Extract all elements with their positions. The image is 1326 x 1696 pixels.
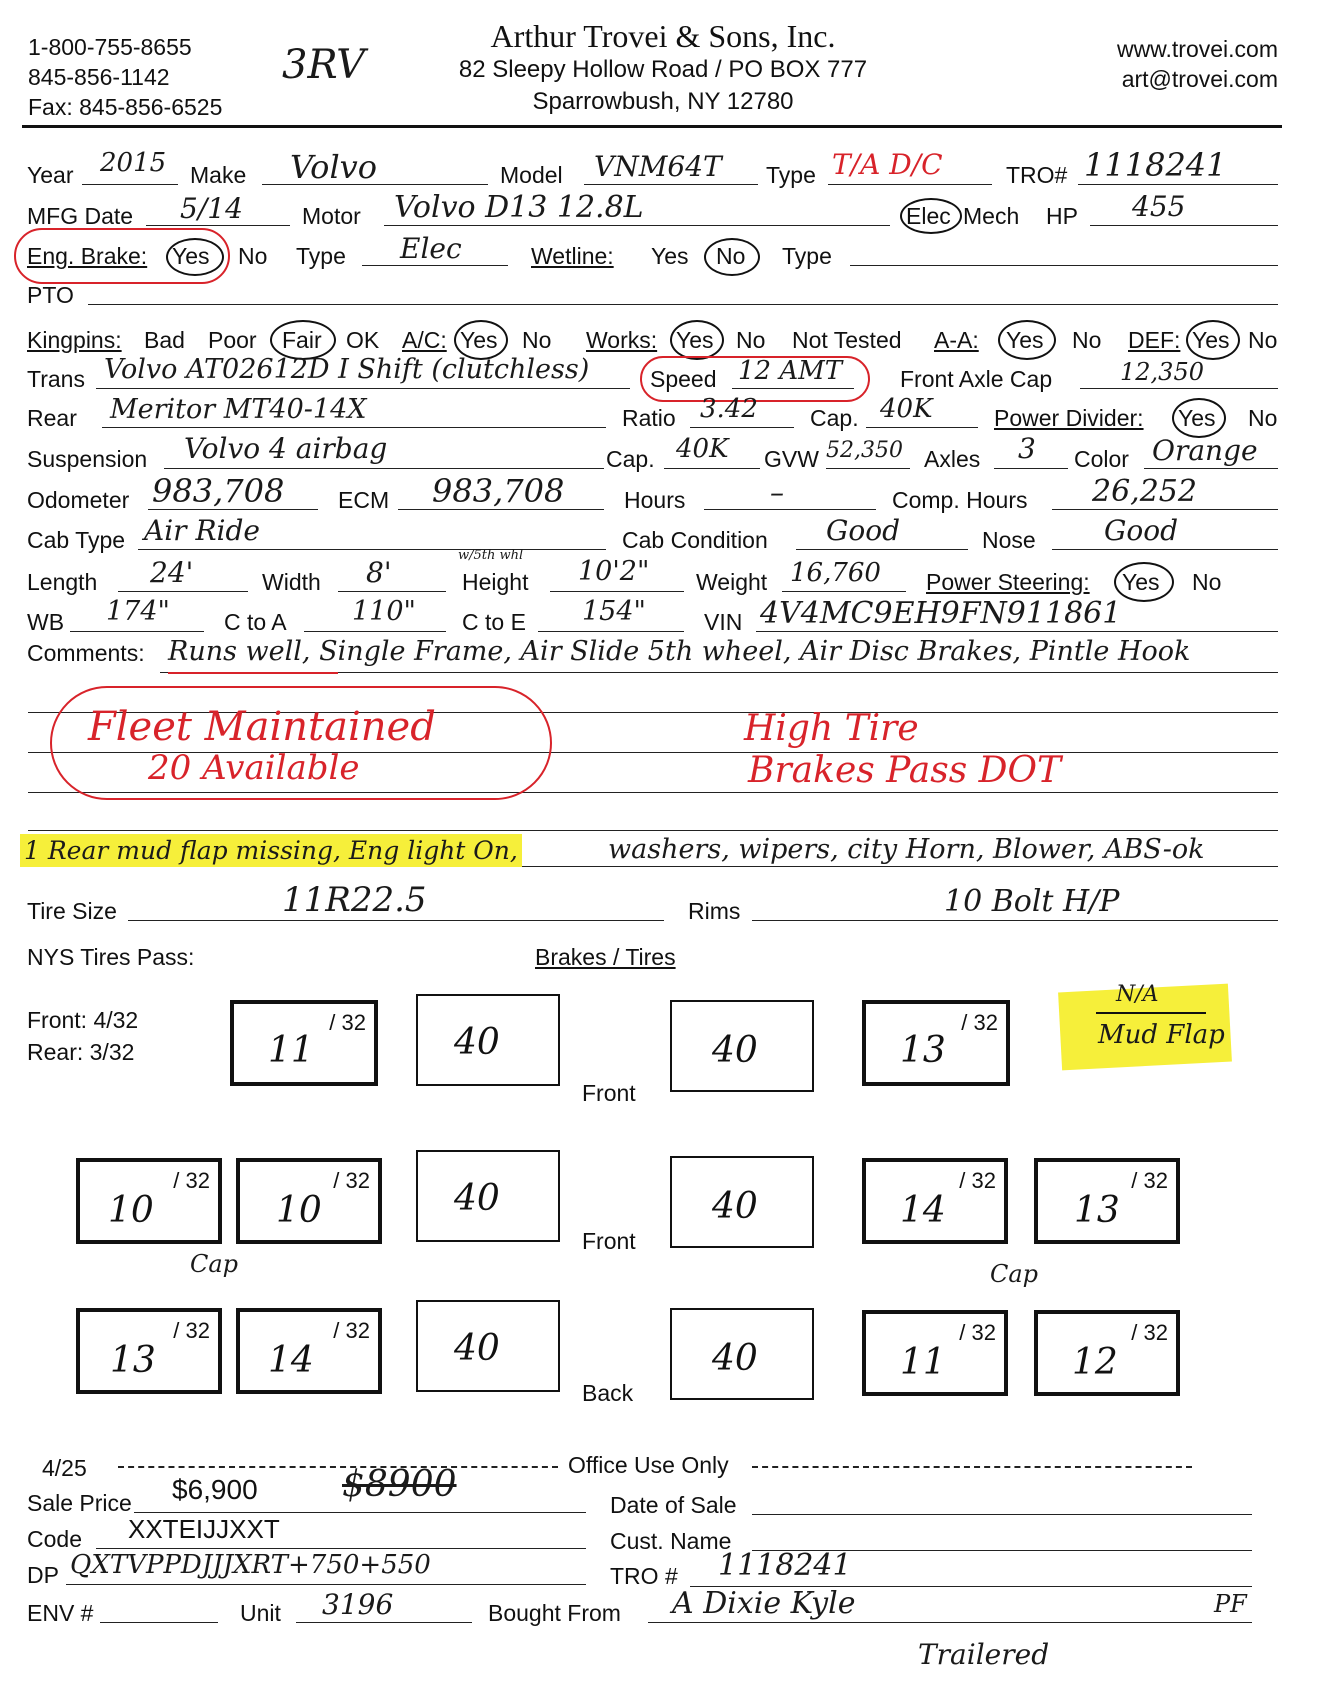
- brake-value: 40: [454, 1178, 500, 1219]
- office-use-label: Office Use Only: [568, 1452, 729, 1478]
- tire-front-right: [862, 1000, 1010, 1086]
- tire-size-line: [128, 920, 664, 921]
- sale-price-line: [134, 1512, 586, 1513]
- cust-name-label: Cust. Name: [610, 1528, 732, 1554]
- wb-value: 174": [106, 596, 170, 627]
- tire-value: 13: [110, 1340, 156, 1381]
- brake-value: 40: [712, 1338, 758, 1379]
- rims-value: 10 Bolt H/P: [944, 884, 1120, 919]
- aa-no: No: [1072, 327, 1102, 353]
- tire-fraction: / 32: [173, 1318, 210, 1343]
- address-line-1: 82 Sleepy Hollow Road / PO BOX 777: [458, 56, 868, 83]
- power-steering-yes: Yes: [1122, 569, 1160, 595]
- code-value: XXTEIJJXXT: [128, 1514, 280, 1544]
- hours-label: Hours: [624, 487, 686, 513]
- susp-cap-line: [664, 468, 760, 469]
- kingpins-bad: Bad: [144, 327, 185, 353]
- speed-line: [732, 388, 854, 389]
- comp-hours-value: 26,252: [1092, 474, 1197, 509]
- height-line: [550, 591, 684, 592]
- mfg-line: [146, 225, 290, 226]
- code-line: [96, 1548, 586, 1549]
- wetline-no: No: [716, 243, 746, 269]
- code-label: Code: [27, 1526, 82, 1552]
- model-line: [584, 184, 758, 185]
- tire-fraction: / 32: [961, 1010, 998, 1035]
- power-divider-label: Power Divider:: [994, 405, 1144, 431]
- brake-row3-right: [670, 1308, 814, 1400]
- comp-hours-line: [1052, 509, 1278, 510]
- def-label: DEF:: [1128, 327, 1181, 353]
- kingpins-label: Kingpins:: [27, 327, 122, 353]
- dp-value: QXTVPPDJJJXRT+750+550: [70, 1550, 431, 1580]
- make-label: Make: [190, 162, 247, 188]
- motor-value: Volvo D13 12.8L: [394, 190, 644, 225]
- env-line: [100, 1622, 218, 1623]
- tire-fraction: / 32: [333, 1318, 370, 1343]
- rear-cap-line: [866, 427, 978, 428]
- width-label: Width: [262, 569, 321, 595]
- power-steering-label: Power Steering:: [926, 569, 1090, 595]
- works-label: Works:: [586, 327, 658, 353]
- comments-label: Comments:: [27, 640, 145, 666]
- eng-brake-type-label: Type: [296, 243, 346, 269]
- tro2-label: TRO #: [610, 1563, 678, 1589]
- old-price: $8900: [342, 1464, 457, 1505]
- tire-row3-2: [236, 1308, 382, 1394]
- tire-row3-1: [76, 1308, 222, 1394]
- tire-row2-1: [76, 1158, 222, 1244]
- length-value: 24': [150, 556, 194, 589]
- type-line: [828, 184, 992, 185]
- cab-condition-label: Cab Condition: [622, 527, 768, 553]
- vin-label: VIN: [704, 609, 743, 635]
- speed-label: Speed: [650, 366, 717, 392]
- tire-fraction: / 32: [173, 1168, 210, 1193]
- c-to-a-label: C to A: [224, 609, 287, 635]
- front-spec: Front: 4/32: [27, 1007, 139, 1033]
- c-to-e-value: 154": [582, 596, 646, 627]
- suspension-label: Suspension: [27, 446, 148, 472]
- gvw-line: [826, 468, 910, 469]
- tire-row3-3: [862, 1310, 1008, 1396]
- kingpins-poor: Poor: [208, 327, 257, 353]
- hp-label: HP: [1046, 203, 1078, 229]
- website: www.trovei.com: [1116, 36, 1278, 62]
- type-label: Type: [766, 162, 816, 188]
- fleet-note-2: 20 Available: [148, 748, 360, 788]
- email: art@trovei.com: [1121, 66, 1278, 92]
- tire-size-value: 11R22.5: [282, 880, 427, 920]
- comments-value: Runs well, Single Frame, Air Slide 5th wheel, Air Disc Brakes, Pintle Hook: [168, 636, 1191, 667]
- fleet-note-1: Fleet Maintained: [88, 704, 436, 750]
- suspension-line: [164, 468, 604, 469]
- c-to-a-value: 110": [352, 596, 416, 627]
- cab-type-value: Air Ride: [144, 514, 260, 547]
- mudflap-divider: [1096, 1012, 1206, 1014]
- trailered-note: Trailered: [918, 1638, 1050, 1671]
- eng-brake-no: No: [238, 243, 268, 269]
- office-dash-right: [752, 1466, 1192, 1468]
- model-value: VNM64T: [594, 150, 722, 183]
- wetline-yes: Yes: [651, 243, 689, 269]
- ratio-value: 3.42: [700, 394, 758, 424]
- vin-value: 4V4MC9EH9FN911861: [760, 596, 1122, 631]
- kingpins-ok: OK: [346, 327, 380, 353]
- phone-2: 845-856-1142: [28, 64, 170, 90]
- wetline-type-line: [850, 265, 1278, 266]
- kingpins-fair: Fair: [282, 327, 322, 353]
- unit-label: Unit: [240, 1600, 281, 1626]
- weight-label: Weight: [696, 569, 768, 595]
- hp-line: [1090, 225, 1278, 226]
- address-line-2: Sparrowbush, NY 12780: [532, 88, 794, 115]
- handwritten-note: 3RV: [282, 42, 366, 88]
- axle-back-label: Back: [582, 1380, 634, 1406]
- rear-line: [102, 427, 606, 428]
- nose-label: Nose: [982, 527, 1036, 553]
- tire-value: 12: [1072, 1342, 1118, 1383]
- mudflap-note-2: Mud Flap: [1098, 1020, 1225, 1050]
- wb-line: [70, 631, 204, 632]
- eng-brake-label: Eng. Brake:: [27, 243, 148, 269]
- wetline-type-label: Type: [782, 243, 832, 269]
- nose-line: [1052, 549, 1278, 550]
- ratio-label: Ratio: [622, 405, 676, 431]
- front-axle-line: [1080, 388, 1278, 389]
- width-line: [338, 591, 446, 592]
- date-of-sale-label: Date of Sale: [610, 1492, 737, 1518]
- works-not-tested: Not Tested: [792, 327, 902, 353]
- height-label: Height: [462, 569, 529, 595]
- year-value: 2015: [100, 148, 167, 178]
- length-line: [118, 591, 248, 592]
- axles-line: [994, 468, 1068, 469]
- c-to-a-line: [304, 631, 446, 632]
- tire-value: 11: [900, 1342, 946, 1383]
- suspension-value: Volvo 4 airbag: [184, 432, 388, 465]
- odometer-label: Odometer: [27, 487, 130, 513]
- ac-label: A/C:: [402, 327, 447, 353]
- tire-value: 10: [108, 1190, 154, 1231]
- tire-row2-4: [1034, 1158, 1180, 1244]
- tire-fraction: / 32: [959, 1168, 996, 1193]
- nose-value: Good: [1104, 514, 1179, 547]
- tire-value: 11: [268, 1030, 314, 1071]
- tire-row2-2: [236, 1158, 382, 1244]
- tro-line: [1078, 184, 1278, 185]
- tire-fraction: / 32: [333, 1168, 370, 1193]
- trans-line: [96, 388, 630, 389]
- axle-front-label-2: Front: [582, 1228, 636, 1254]
- eng-brake-type-line: [362, 265, 508, 266]
- motor-label: Motor: [302, 203, 361, 229]
- sale-price-label: Sale Price: [27, 1490, 132, 1516]
- tire-fraction: / 32: [959, 1320, 996, 1345]
- comp-hours-label: Comp. Hours: [892, 487, 1028, 513]
- aa-yes: Yes: [1006, 327, 1044, 353]
- tire-fraction: / 32: [329, 1010, 366, 1035]
- ratio-line: [690, 427, 794, 428]
- width-value: 8': [366, 556, 392, 589]
- power-divider-yes: Yes: [1178, 405, 1216, 431]
- rims-label: Rims: [688, 898, 741, 924]
- rear-label: Rear: [27, 405, 77, 431]
- pto-label: PTO: [27, 282, 74, 308]
- bought-from-label: Bought From: [488, 1600, 621, 1626]
- length-label: Length: [27, 569, 98, 595]
- year-label: Year: [27, 162, 74, 188]
- susp-cap-label: Cap.: [606, 446, 655, 472]
- tro2-value: 1118241: [718, 1548, 852, 1583]
- cab-type-label: Cab Type: [27, 527, 126, 553]
- checks-note: washers, wipers, city Horn, Blower, ABS-ok: [608, 834, 1205, 865]
- type-value: T/A D/C: [832, 148, 943, 181]
- wetline-label: Wetline:: [531, 243, 614, 269]
- trans-label: Trans: [27, 366, 85, 392]
- tire-row2-3: [862, 1158, 1008, 1244]
- mech-label: Mech: [963, 203, 1020, 229]
- ac-no: No: [522, 327, 552, 353]
- wb-label: WB: [27, 609, 65, 635]
- date-note: 4/25: [42, 1455, 87, 1481]
- odometer-value: 983,708: [152, 472, 285, 510]
- brake-value: 40: [712, 1030, 758, 1071]
- tire-fraction: / 32: [1131, 1320, 1168, 1345]
- cab-condition-line: [796, 549, 968, 550]
- rear-spec: Rear: 3/32: [27, 1039, 135, 1065]
- bought-from-line: [648, 1622, 1252, 1623]
- tire-note-2: Brakes Pass DOT: [748, 750, 1062, 791]
- rear-value: Meritor MT40-14X: [110, 394, 367, 425]
- brake-front-left: [416, 994, 560, 1086]
- pto-line: [88, 304, 1278, 305]
- tire-row3-4: [1034, 1310, 1180, 1396]
- ac-yes: Yes: [460, 327, 498, 353]
- trans-value: Volvo AT02612D I Shift (clutchless): [104, 354, 590, 385]
- tire-size-label: Tire Size: [27, 898, 117, 924]
- height-note: w/5th whl: [458, 548, 524, 563]
- tro-value: 1118241: [1084, 146, 1227, 184]
- power-steering-no: No: [1192, 569, 1222, 595]
- weight-value: 16,760: [790, 558, 881, 588]
- color-line: [1144, 468, 1278, 469]
- brake-row2-right: [670, 1156, 814, 1248]
- susp-cap-value: 40K: [676, 434, 729, 464]
- comments-red-underline: [168, 672, 338, 674]
- rims-line: [752, 920, 1278, 921]
- brake-value: 40: [454, 1328, 500, 1369]
- tire-value: 13: [900, 1030, 946, 1071]
- initials: PF: [1214, 1590, 1247, 1618]
- tire-value: 14: [268, 1340, 314, 1381]
- cap-note-left: Cap: [190, 1250, 239, 1278]
- works-no: No: [736, 327, 766, 353]
- c-to-e-label: C to E: [462, 609, 526, 635]
- tire-value: 13: [1074, 1190, 1120, 1231]
- power-divider-no: No: [1248, 405, 1278, 431]
- header-divider: [22, 125, 1282, 128]
- c-to-e-line: [538, 631, 684, 632]
- weight-line: [782, 591, 906, 592]
- gvw-label: GVW: [764, 446, 819, 472]
- nys-tires-label: NYS Tires Pass:: [27, 944, 195, 970]
- vin-line: [756, 631, 1278, 632]
- company-name: Arthur Trovei & Sons, Inc.: [490, 18, 836, 54]
- axles-value: 3: [1018, 432, 1036, 465]
- bought-from-value: A Dixie Kyle: [672, 1586, 856, 1621]
- ecm-value: 983,708: [432, 472, 565, 510]
- mfg-label: MFG Date: [27, 203, 134, 229]
- brake-row3-left: [416, 1300, 560, 1392]
- tire-value: 14: [900, 1190, 946, 1231]
- aa-label: A-A:: [934, 327, 979, 353]
- eng-brake-type-value: Elec: [400, 232, 462, 265]
- fax: Fax: 845-856-6525: [28, 94, 223, 120]
- unit-value: 3196: [322, 1588, 394, 1621]
- color-label: Color: [1074, 446, 1129, 472]
- cab-condition-value: Good: [826, 514, 901, 547]
- env-label: ENV #: [27, 1600, 94, 1626]
- mfg-value: 5/14: [180, 192, 243, 225]
- brake-value: 40: [454, 1022, 500, 1063]
- model-label: Model: [500, 162, 563, 188]
- hp-value: 455: [1132, 190, 1186, 223]
- speed-value: 12 AMT: [738, 356, 843, 386]
- dp-line: [66, 1584, 586, 1585]
- rear-cap-value: 40K: [880, 394, 933, 424]
- year-line: [82, 184, 178, 185]
- gvw-value: 52,350: [826, 438, 903, 463]
- ecm-label: ECM: [338, 487, 390, 513]
- color-value: Orange: [1152, 434, 1258, 467]
- tire-value: 10: [276, 1190, 322, 1231]
- front-axle-value: 12,350: [1120, 358, 1204, 386]
- phone-1: 1-800-755-8655: [28, 34, 192, 60]
- brake-front-right: [670, 1000, 814, 1092]
- eng-brake-yes: Yes: [172, 243, 210, 269]
- brake-row2-left: [416, 1150, 560, 1242]
- height-value: 10'2": [578, 556, 650, 587]
- brakes-tires-label: Brakes / Tires: [535, 944, 676, 970]
- cab-type-line: [138, 549, 606, 550]
- date-of-sale-line: [752, 1514, 1252, 1515]
- comments-line-5: [28, 830, 1278, 831]
- axles-label: Axles: [924, 446, 981, 472]
- elec-label: Elec: [906, 203, 951, 229]
- office-dash-left: [118, 1466, 558, 1468]
- cap-note-right: Cap: [990, 1260, 1039, 1288]
- motor-line: [384, 225, 890, 226]
- axle-front-label-1: Front: [582, 1080, 636, 1106]
- works-yes: Yes: [676, 327, 714, 353]
- front-axle-label: Front Axle Cap: [900, 366, 1053, 392]
- hours-line: [704, 509, 876, 510]
- hours-value: –: [770, 476, 784, 509]
- tire-front-left: [230, 1000, 378, 1086]
- sale-price-value: $6,900: [172, 1474, 258, 1505]
- def-no: No: [1248, 327, 1278, 353]
- rear-cap-label: Cap.: [810, 405, 859, 431]
- make-value: Volvo: [290, 148, 378, 186]
- unit-line: [296, 1622, 472, 1623]
- dp-label: DP: [27, 1562, 59, 1588]
- missing-note: 1 Rear mud flap missing, Eng light On,: [20, 834, 522, 867]
- tire-fraction: / 32: [1131, 1168, 1168, 1193]
- mudflap-note-1: N/A: [1116, 982, 1159, 1007]
- tro-label: TRO#: [1006, 162, 1068, 188]
- def-yes: Yes: [1192, 327, 1230, 353]
- brake-value: 40: [712, 1186, 758, 1227]
- tire-note-1: High Tire: [744, 708, 919, 749]
